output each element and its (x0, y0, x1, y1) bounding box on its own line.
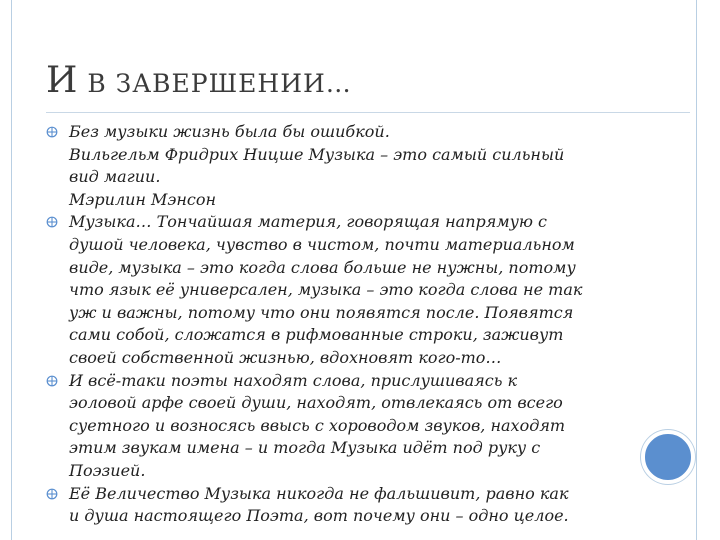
circle-with-cross-icon (46, 375, 58, 387)
bullet-list (46, 121, 646, 528)
bullet-text-line: что язык её универсален, музыка – это когда слова не так (69, 280, 583, 300)
bullet-item (46, 211, 646, 369)
bullet-text-line: Поэзией. (69, 460, 146, 480)
bullet-text-line: своей собственной жизнью, вдохновят кого-то… (69, 347, 502, 367)
circle-with-cross-icon (46, 126, 58, 138)
bullet-text-line: и душа настоящего Поэта, вот почему они – одно целое. (69, 506, 569, 526)
title-divider (46, 112, 690, 113)
decorative-circle (641, 430, 695, 484)
bullet-text-line: Мэрилин Мэнсон (69, 189, 217, 209)
bullet-text-line: этим звукам имена – и тогда Музыка идёт под руку с (69, 438, 541, 458)
bullet-text-line: уж и важны, потому что они появятся после. Появятся (69, 302, 574, 322)
bullet-text-line: виде, музыка – это когда слова больше не нужны, потому (69, 257, 576, 277)
circle-with-cross-icon (46, 216, 58, 228)
bullet-text-line: вид магии. (69, 167, 161, 187)
bullet-text-line: душой человека, чувство в чистом, почти материальном (69, 234, 575, 254)
bullet-text-line: суетного и возносясь ввысь с хороводом звуков, находят (69, 415, 566, 435)
bullet-item (46, 121, 646, 211)
bullet-text-line: эоловой арфе своей души, находят, отвлекаясь от всего (69, 393, 563, 413)
bullet-text-line: Её Величество Музыка никогда не фальшивит, равно как (69, 483, 569, 503)
bullet-text-line: Музыка… Тончайшая материя, говорящая напрямую с (69, 212, 548, 232)
bullet-text-line: сами собой, сложатся в рифмованные строки, заживут (69, 325, 564, 345)
circle-with-cross-icon (46, 488, 58, 500)
slide-title-rest: В ЗАВЕРШЕНИИ… (78, 69, 352, 98)
bullet-item (46, 483, 646, 528)
bullet-text-line: Без музыки жизнь была бы ошибкой. (69, 122, 390, 141)
bullet-item (46, 370, 646, 483)
bullet-text-line: Вильгельм Фридрих Ницше Музыка – это самый сильный (69, 144, 565, 164)
slide-title-initial: И (46, 60, 79, 101)
slide-title (46, 60, 352, 101)
bullet-text-line: И всё-таки поэты находят слова, прислушиваясь к (69, 370, 518, 390)
